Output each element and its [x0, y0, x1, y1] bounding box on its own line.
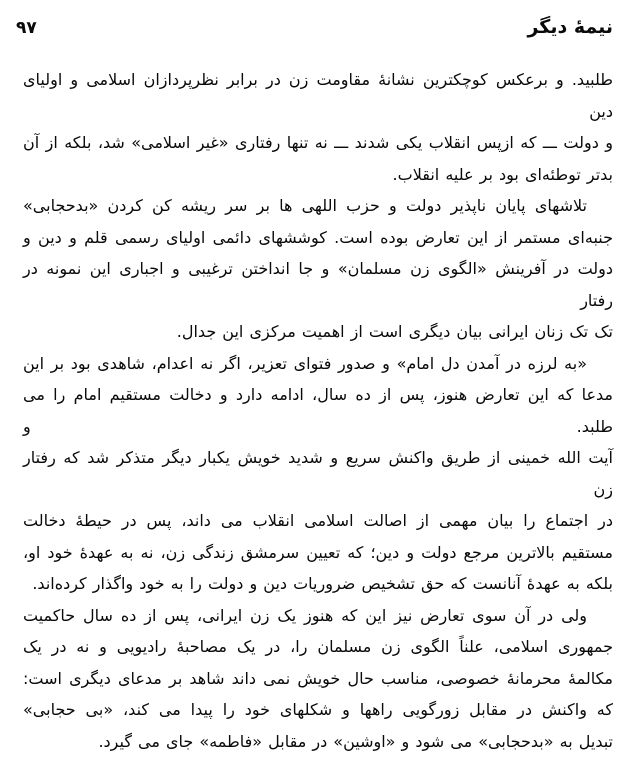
text-line: جمهوری اسلامی، علناً الگوی زن مسلمان را، در یک مصاحبهٔ رادیویی و نه در یک	[23, 631, 613, 663]
running-head-title: نیمهٔ دیگر	[527, 16, 613, 38]
text-line: جنبه‌ای مستمر از این تعارض بوده است. کوششهای دائمی اولیای رسمی قلم و دین و	[23, 222, 613, 254]
page-header	[16, 16, 613, 38]
text-line: در اجتماع را بیان مهمی از اصالت اسلامی انقلاب می داند، پس در حیطهٔ دخالت	[23, 505, 613, 537]
text-line: مدعا که این تعارض هنوز، پس از ده سال، ادامه دارد و دخالت مستقیم امام را می طلبد. و	[23, 379, 613, 442]
text-line: «به لرزه در آمدن دل امام» و صدور فتوای تعزیر، اگر نه اعدام، شاهدی بود بر این	[23, 348, 613, 380]
text-line: طلبید. و برعکس کوچکترین نشانهٔ مقاومت زن در برابر نظرپردازان اسلامی و اولیای دین	[23, 64, 613, 127]
text-line: تلاشهای پایان ناپذیر دولت و حزب اللهی ها بر سر ریشه کن کردن «بدحجابی»	[23, 190, 613, 222]
page-number: ٩٧	[16, 18, 37, 38]
text-line: بلکه به عهدهٔ آنانست که حق تشخیص ضروریات دین و دولت را به خود واگذار کرده‌اند.	[23, 568, 613, 600]
page-body-text	[23, 64, 613, 757]
text-line: مستقیم بالاترین مرجع دولت و دین؛ که تعیین سرمشق زندگی زن، نه به عهدهٔ خود او،	[23, 537, 613, 569]
text-line: که واکنش در مقابل زورگویی راهها و شکلهای خود را پیدا می کند، «بی حجابی»	[23, 694, 613, 726]
text-line: ولی در آن سوی تعارض نیز این که هنوز یک زن ایرانی، پس از ده سال حاکمیت	[23, 600, 613, 632]
text-line: بدتر توطئه‌ای بود بر علیه انقلاب.	[23, 159, 613, 191]
text-line: و دولت ـــ که ازپس انقلاب یکی شدند ـــ نه تنها رفتاری «غیر اسلامی» شد، بلکه از آن	[23, 127, 613, 159]
text-line: دولت در آفرینش «الگوی زن مسلمان» و جا انداختن ترغیبی و اجباری این نمونه در رفتار	[23, 253, 613, 316]
text-line: تبدیل به «بدحجابی» می شود و «اوشین» در مقابل «فاطمه» جای می گیرد.	[23, 726, 613, 757]
text-line: تک تک زنان ایرانی بیان دیگری است از اهمیت مرکزی این جدال.	[23, 316, 613, 348]
text-line: آیت الله خمینی از طریق واکنش سریع و شدید خویش یکبار دیگر متذکر شد که رفتار زن	[23, 442, 613, 505]
text-line: مکالمهٔ محرمانهٔ خصوصی، مناسب حال خویش نمی داند شاهد بر مدعای دیگری است:	[23, 663, 613, 695]
